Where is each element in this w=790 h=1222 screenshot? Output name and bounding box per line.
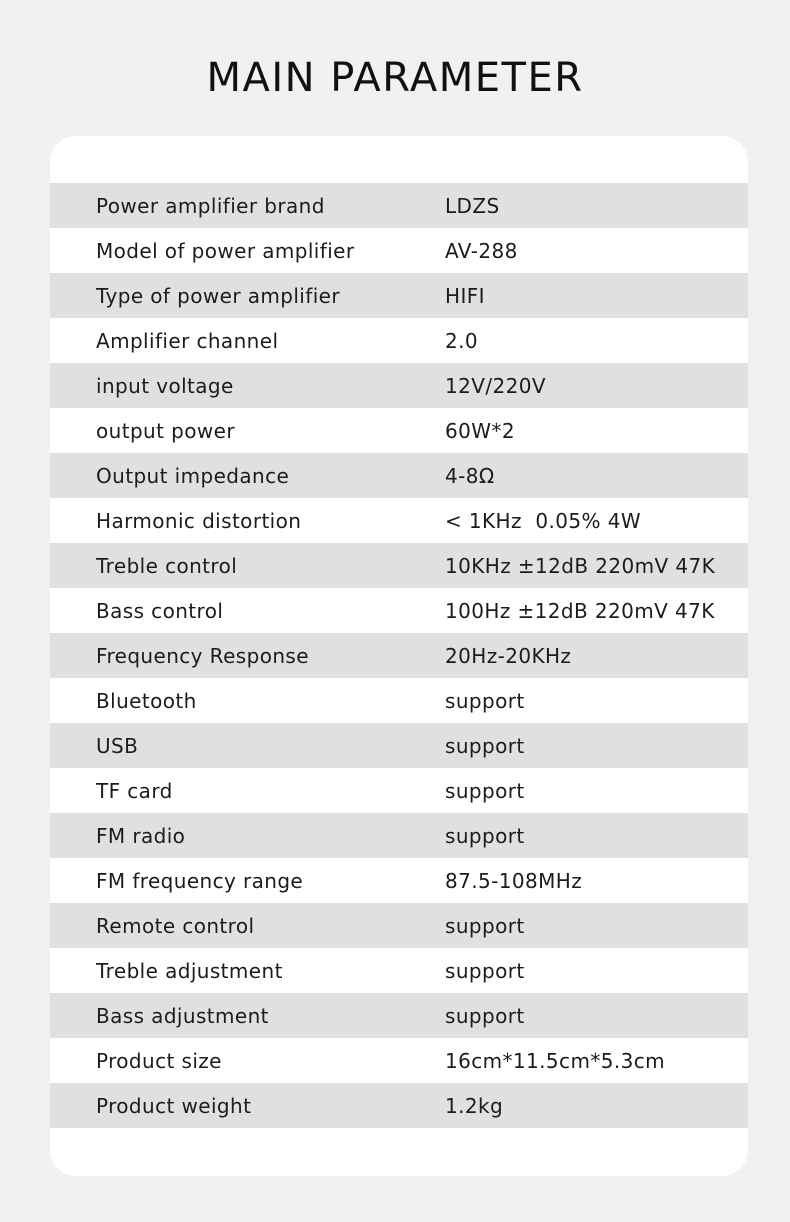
spec-label: FM frequency range	[96, 868, 304, 893]
spec-value: 100Hz ±12dB 220mV 47K	[445, 598, 715, 623]
table-row	[50, 768, 748, 813]
spec-value: 2.0	[445, 328, 479, 353]
spec-label: Bass control	[96, 598, 224, 623]
spec-value: 10KHz ±12dB 220mV 47K	[445, 553, 716, 578]
spec-label: Harmonic distortion	[96, 508, 302, 533]
table-row	[50, 228, 748, 273]
spec-value: LDZS	[445, 193, 500, 218]
spec-label: Amplifier channel	[96, 328, 279, 353]
page-title: MAIN PARAMETER	[206, 55, 584, 101]
spec-label: output power	[96, 418, 235, 443]
spec-label: FM radio	[96, 823, 186, 848]
spec-label: USB	[96, 733, 139, 758]
spec-label: Product weight	[96, 1093, 252, 1118]
table-row	[50, 363, 748, 408]
spec-label: Output impedance	[96, 463, 290, 488]
table-row	[50, 993, 748, 1038]
spec-value: support	[445, 1003, 525, 1028]
table-row	[50, 723, 748, 768]
spec-value: 87.5-108MHz	[445, 868, 583, 893]
table-row	[50, 813, 748, 858]
spec-label: Type of power amplifier	[96, 283, 340, 308]
spec-value: 12V/220V	[445, 373, 546, 398]
spec-value: 60W*2	[445, 418, 515, 443]
spec-value: support	[445, 823, 525, 848]
spec-label: Treble adjustment	[96, 958, 283, 983]
table-row	[50, 408, 748, 453]
table-row	[50, 1038, 748, 1083]
spec-label: Bass adjustment	[96, 1003, 269, 1028]
spec-label: Treble control	[96, 553, 238, 578]
table-row	[50, 453, 748, 498]
spec-value: support	[445, 913, 525, 938]
table-row	[50, 318, 748, 363]
spec-label: Bluetooth	[96, 688, 197, 713]
spec-value: 4-8Ω	[445, 463, 495, 488]
spec-value: 16cm*11.5cm*5.3cm	[445, 1048, 666, 1073]
spec-label: Model of power amplifier	[96, 238, 355, 263]
table-row	[50, 858, 748, 903]
spec-value: support	[445, 778, 525, 803]
spec-value: support	[445, 688, 525, 713]
table-row	[50, 1083, 748, 1128]
table-row	[50, 948, 748, 993]
table-row	[50, 183, 748, 228]
table-row	[50, 903, 748, 948]
spec-value: support	[445, 958, 525, 983]
table-row	[50, 273, 748, 318]
table-row	[50, 678, 748, 723]
spec-value: HIFI	[445, 283, 485, 308]
spec-value: 1.2kg	[445, 1093, 504, 1118]
spec-label: Remote control	[96, 913, 255, 938]
spec-table	[50, 183, 748, 1128]
spec-label: Frequency Response	[96, 643, 309, 668]
table-row	[50, 633, 748, 678]
spec-value: 20Hz-20KHz	[445, 643, 572, 668]
table-row	[50, 543, 748, 588]
table-row	[50, 498, 748, 543]
spec-value: support	[445, 733, 525, 758]
spec-label: Power amplifier brand	[96, 193, 325, 218]
spec-label: TF card	[96, 778, 173, 803]
spec-label: Product size	[96, 1048, 222, 1073]
table-row	[50, 588, 748, 633]
spec-value: < 1KHz 0.05% 4W	[445, 508, 641, 533]
spec-label: input voltage	[96, 373, 234, 398]
spec-value: AV-288	[445, 238, 518, 263]
